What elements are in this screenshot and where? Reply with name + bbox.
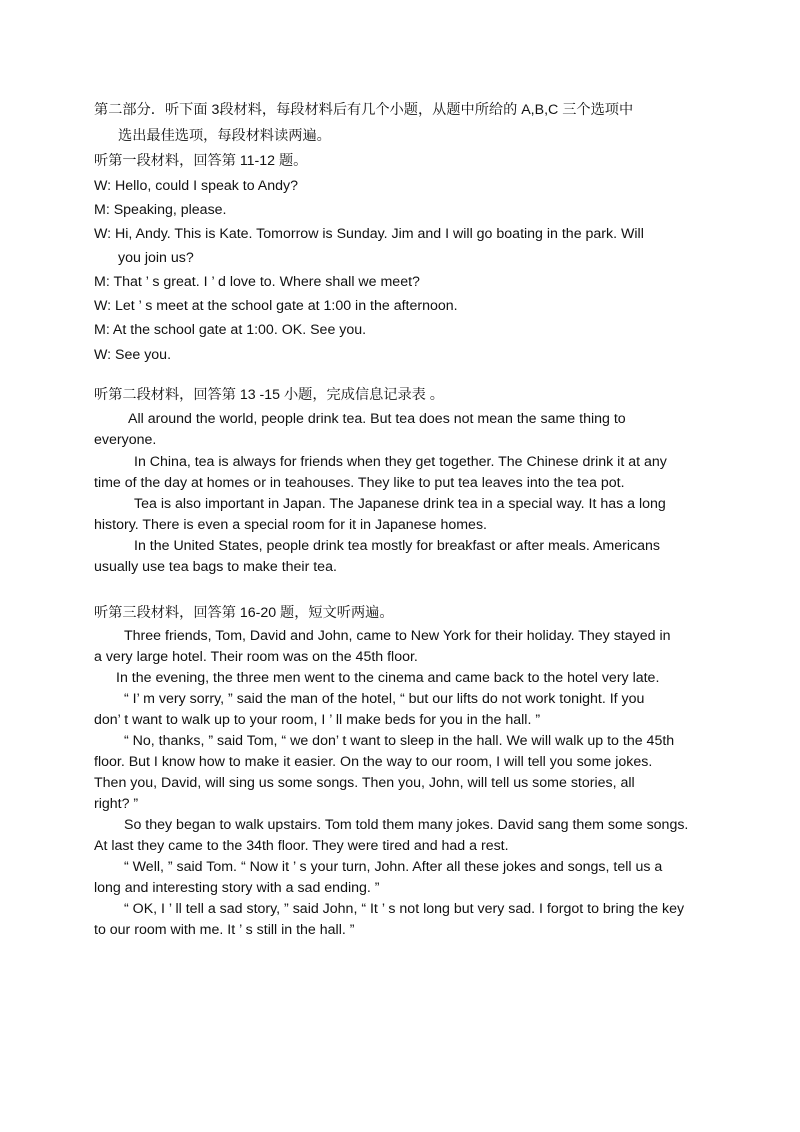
- passage-line: At last they came to the 34th floor. They were tired and had a rest.: [94, 838, 509, 854]
- part2-heading-line2: 选出最佳选项，每段材料读两遍。: [118, 128, 331, 144]
- passage-line: “ I’ m very sorry, ” said the man of the hotel, “ but our lifts do not work tonight. If you: [124, 691, 645, 707]
- passage-line: In the evening, the three men went to the cinema and came back to the hotel very late.: [116, 670, 660, 686]
- passage-line: “ Well, ” said Tom. “ Now it ’ s your turn, John. After all these jokes and songs, tell us a: [124, 859, 663, 875]
- passage-line: In China, tea is always for friends when they get together. The Chinese drink it at any: [134, 454, 667, 470]
- passage-line: All around the world, people drink tea. But tea does not mean the same thing to: [128, 411, 626, 427]
- passage3-instruction: 听第三段材料，回答第 16-20 题，短文听两遍。: [94, 605, 394, 621]
- passage1-instruction: 听第一段材料，回答第 11-12 题。: [94, 153, 308, 169]
- passage-line: “ No, thanks, ” said Tom, “ we don’ t want to sleep in the hall. We will walk up to the 45th: [124, 733, 675, 749]
- dialogue-line: W: Hi, Andy. This is Kate. Tomorrow is Sunday. Jim and I will go boating in the park. Will: [94, 226, 644, 242]
- dialogue-line: W: See you.: [94, 347, 172, 363]
- passage-line: usually use tea bags to make their tea.: [94, 559, 337, 575]
- passage-line: long and interesting story with a sad ending. ”: [94, 880, 380, 896]
- passage2-instruction: 听第二段材料，回答第 13 -15 小题，完成信息记录表 。: [94, 387, 444, 403]
- passage-line: time of the day at homes or in teahouses. They like to put tea leaves into the tea pot.: [94, 475, 625, 491]
- dialogue-line: M: At the school gate at 1:00. OK. See you.: [94, 322, 367, 338]
- dialogue-line: M: That ’ s great. I ’ d love to. Where shall we meet?: [94, 274, 420, 290]
- passage-line: In the United States, people drink tea mostly for breakfast or after meals. Americans: [134, 538, 660, 554]
- passage-line: Three friends, Tom, David and John, came to New York for their holiday. They stayed in: [124, 628, 671, 644]
- passage-line: Then you, David, will sing us some songs. Then you, John, will tell us some stories, all: [94, 775, 635, 791]
- dialogue-line: W: Let ’ s meet at the school gate at 1:00 in the afternoon.: [94, 298, 458, 314]
- passage-line: “ OK, I ’ ll tell a sad story, ” said John, “ It ’ s not long but very sad. I forgot to bring the key: [124, 901, 685, 917]
- passage-line: to our room with me. It ’ s still in the hall. ”: [94, 922, 355, 938]
- part2-heading-line1: 第二部分．听下面 3段材料，每段材料后有几个小题，从题中所给的 A,B,C 三个选项中: [94, 102, 634, 118]
- passage-line: So they began to walk upstairs. Tom told them many jokes. David sang them some songs.: [124, 817, 689, 833]
- passage-line: history. There is even a special room for it in Japanese homes.: [94, 517, 487, 533]
- passage-line: everyone.: [94, 432, 157, 448]
- passage-line: don’ t want to walk up to your room, I ’ ll make beds for you in the hall. ”: [94, 712, 541, 728]
- dialogue-line: you join us?: [118, 250, 194, 266]
- passage-line: right? ”: [94, 796, 139, 812]
- dialogue-line: W: Hello, could I speak to Andy?: [94, 178, 298, 194]
- passage-line: floor. But I know how to make it easier. On the way to our room, I will tell you some jokes.: [94, 754, 653, 770]
- passage-line: Tea is also important in Japan. The Japanese drink tea in a special way. It has a long: [134, 496, 666, 512]
- passage-line: a very large hotel. Their room was on the 45th floor.: [94, 649, 418, 665]
- dialogue-line: M: Speaking, please.: [94, 202, 227, 218]
